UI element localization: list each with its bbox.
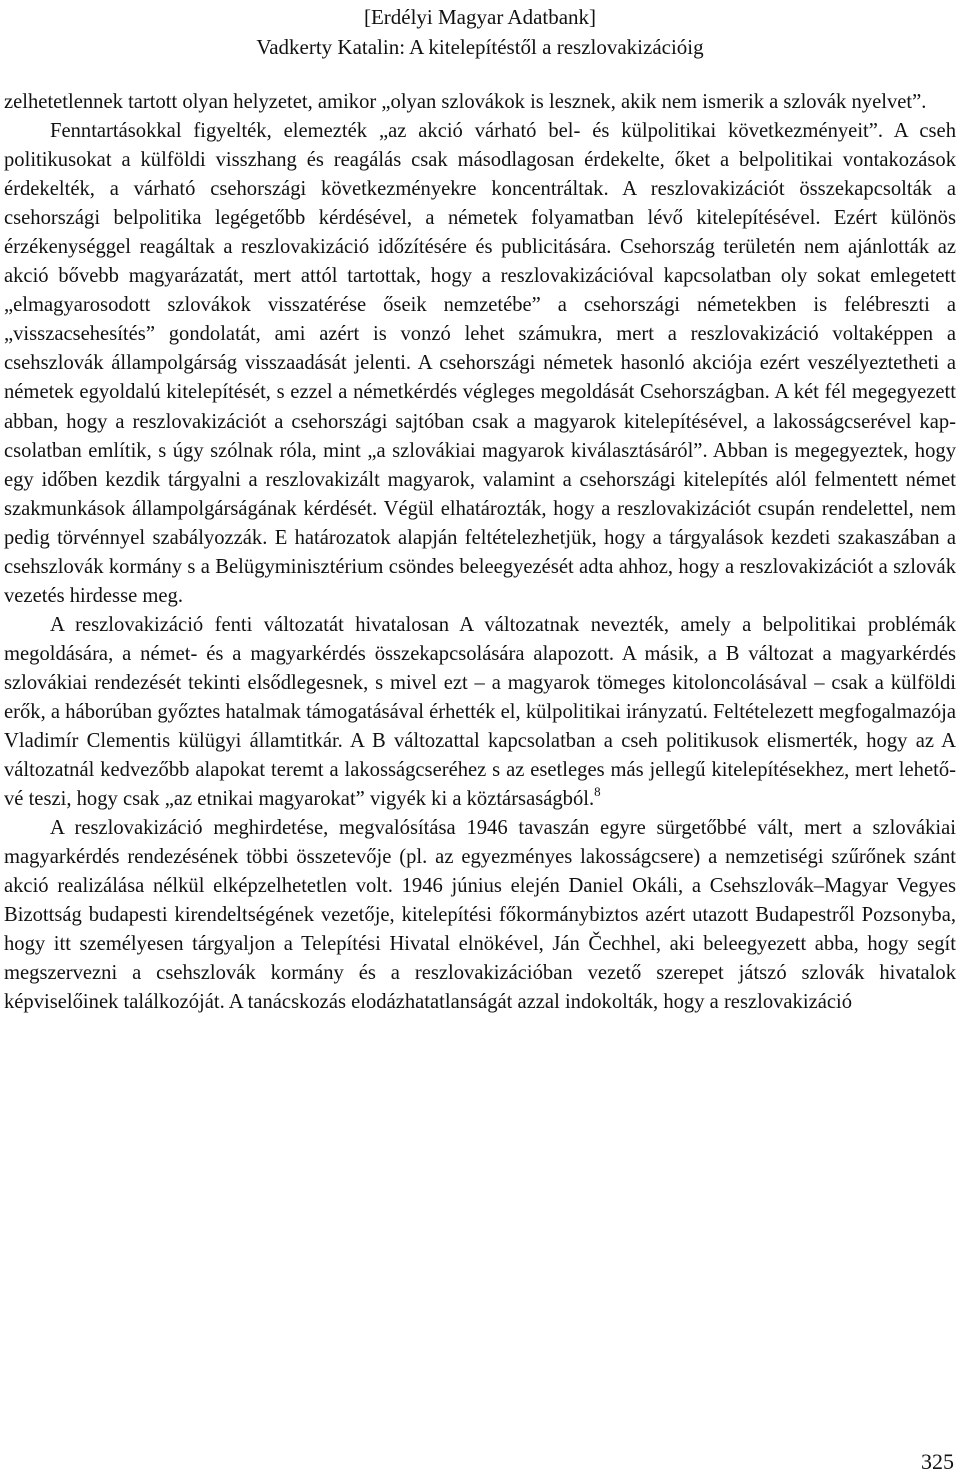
header-title: Vadkerty Katalin: A kitelepítéstől a reszlovakizációig — [256, 35, 704, 59]
footnote-reference[interactable]: 8 — [594, 784, 601, 800]
header-source: [Erdélyi Magyar Adatbank] — [363, 5, 597, 29]
paragraph-text: A reszlovakizáció fenti változatát hivatalosan A változatnak nevezték, amely a belpolitikai problémák megoldására, a német- és a magyarkérdés összekapcsolására alapozott. A másik, a B változat a magyarkérdés szlovákiai rendezését tekinti elsődlegesnek, s mivel ezt – a magyarok tömeges kitoloncolásával – csak a külföldi erők, a háborúban győztes hatalmak támogatásával érhették el, külpolitikai irányzatú. Feltételezett megfogalmazója Vladimír Clementis külügyi államtitkár. A B változattal kapcsolatban a cseh politikusok elismerték, hogy az A változatnál kedvezőbb alapokat teremt a lakosságcseréhez s az esetleges más jellegű kitelepítésekhez, mert lehetővé teszi, hogy csak „az etnikai magyarokat” vigyék ki a köztársaságból. — [4, 613, 956, 811]
paragraph: A reszlovakizáció meghirdetése, megvalósítása 1946 tavaszán egyre sürgetőbbé vált, mert a szlovákiai magyarkérdés rendezésének többi összetevője (pl. az egyezményes lakosságcsere) a nemzetiségi szűrőnek szánt akció realizálása nélkül elképzelhetetlen volt. 1946 június elején Daniel Okáli, a Csehszlovák–Magyar Vegyes Bizottság budapesti kirendeltségének vezetője, kitelepítési főkormánybiztos azért utazott Budapestről Pozsonyba, hogy itt személyesen tárgyaljon a Telepítési Hivatal elnökével, Ján Čechhel, aki beleegyezett abba, hogy segít megszervezni a csehszlovák kormány és a reszlovakizációban vezető szerepet játszó szlovák hivatalok képviselőinek találkozóját. A tanácskozás elodázhatatlanságát azzal indokolták, hogy a reszlovakizáció — [4, 817, 956, 1014]
paragraph-continued: zelhetetlennek tartott olyan helyzetet, amikor „olyan szlovákok is lesznek, akik nem ismerik a szlovák nyelvet”. — [4, 91, 927, 113]
body-text — [4, 88, 956, 1018]
paragraph — [4, 611, 956, 814]
page-number: 325 — [921, 1449, 954, 1474]
page-header — [0, 0, 960, 62]
paragraph: Fenntartásokkal figyelték, elemezték „az akció várható bel- és külpolitikai következményeit”. A cseh politikusokat a külföldi visszhang és reagálás csak másodlagosan érdekelte, őket a belpolitikai vontakozások érdekelték, a várható csehországi következményekre koncentráltak. A reszlovakizációt összekapcsolták a csehországi belpolitika legégetőbb kérdésével, a németek folyamatban lévő kitelepítésével. Ezért különös érzékenységgel reagáltak a reszlovakizáció időzítésére és publicitására. Csehország területén nem ajánlották az akció bővebb magyarázatát, mert attól tartottak, hogy a reszlovakizációval kapcsolatban oly sokat emlegetett „elmagyarosodott szlovákok visszatérése őseik nemzetébe” a csehországi németekben is felébreszti a „visszacsehesítés” gondolatát, ami azért is vonzó lehet számukra, mert a reszlovakizáció voltaképpen a csehszlovák állampolgárság visszaadását jelenti. A csehországi németek hasonló akciója ezért veszélyeztetheti a németek egyoldalú kitelepítését, s ezzel a németkérdés végleges megoldását Csehországban. A két fél megegyezett abban, hogy a reszlovakizációt a csehországi sajtóban csak a magyarok kitelepítésével, a lakosságcserével kapcsolatban említik, s úgy szólnak róla, mint „a szlovákiai magyarok kiválasztásáról”. Abban is megegyeztek, hogy egy időben kezdik tárgyalni a reszlovakizált magyarok, valamint a csehországi kitelepítés alól felmentett német szakmunkások állampolgárságának kérdését. Végül elhatározták, hogy a reszlovakizációt csupán rendelettel, nem pedig törvénnyel szabályozzák. E határozatok alapján feltételezhetjük, hogy a tárgyalások kezdeti szakaszában a csehszlovák kormány s a Belügyminisztérium csöndes beleegyezését adta ahhoz, hogy a reszlovakizációt a szlovák vezetés hirdesse meg. — [4, 120, 956, 607]
